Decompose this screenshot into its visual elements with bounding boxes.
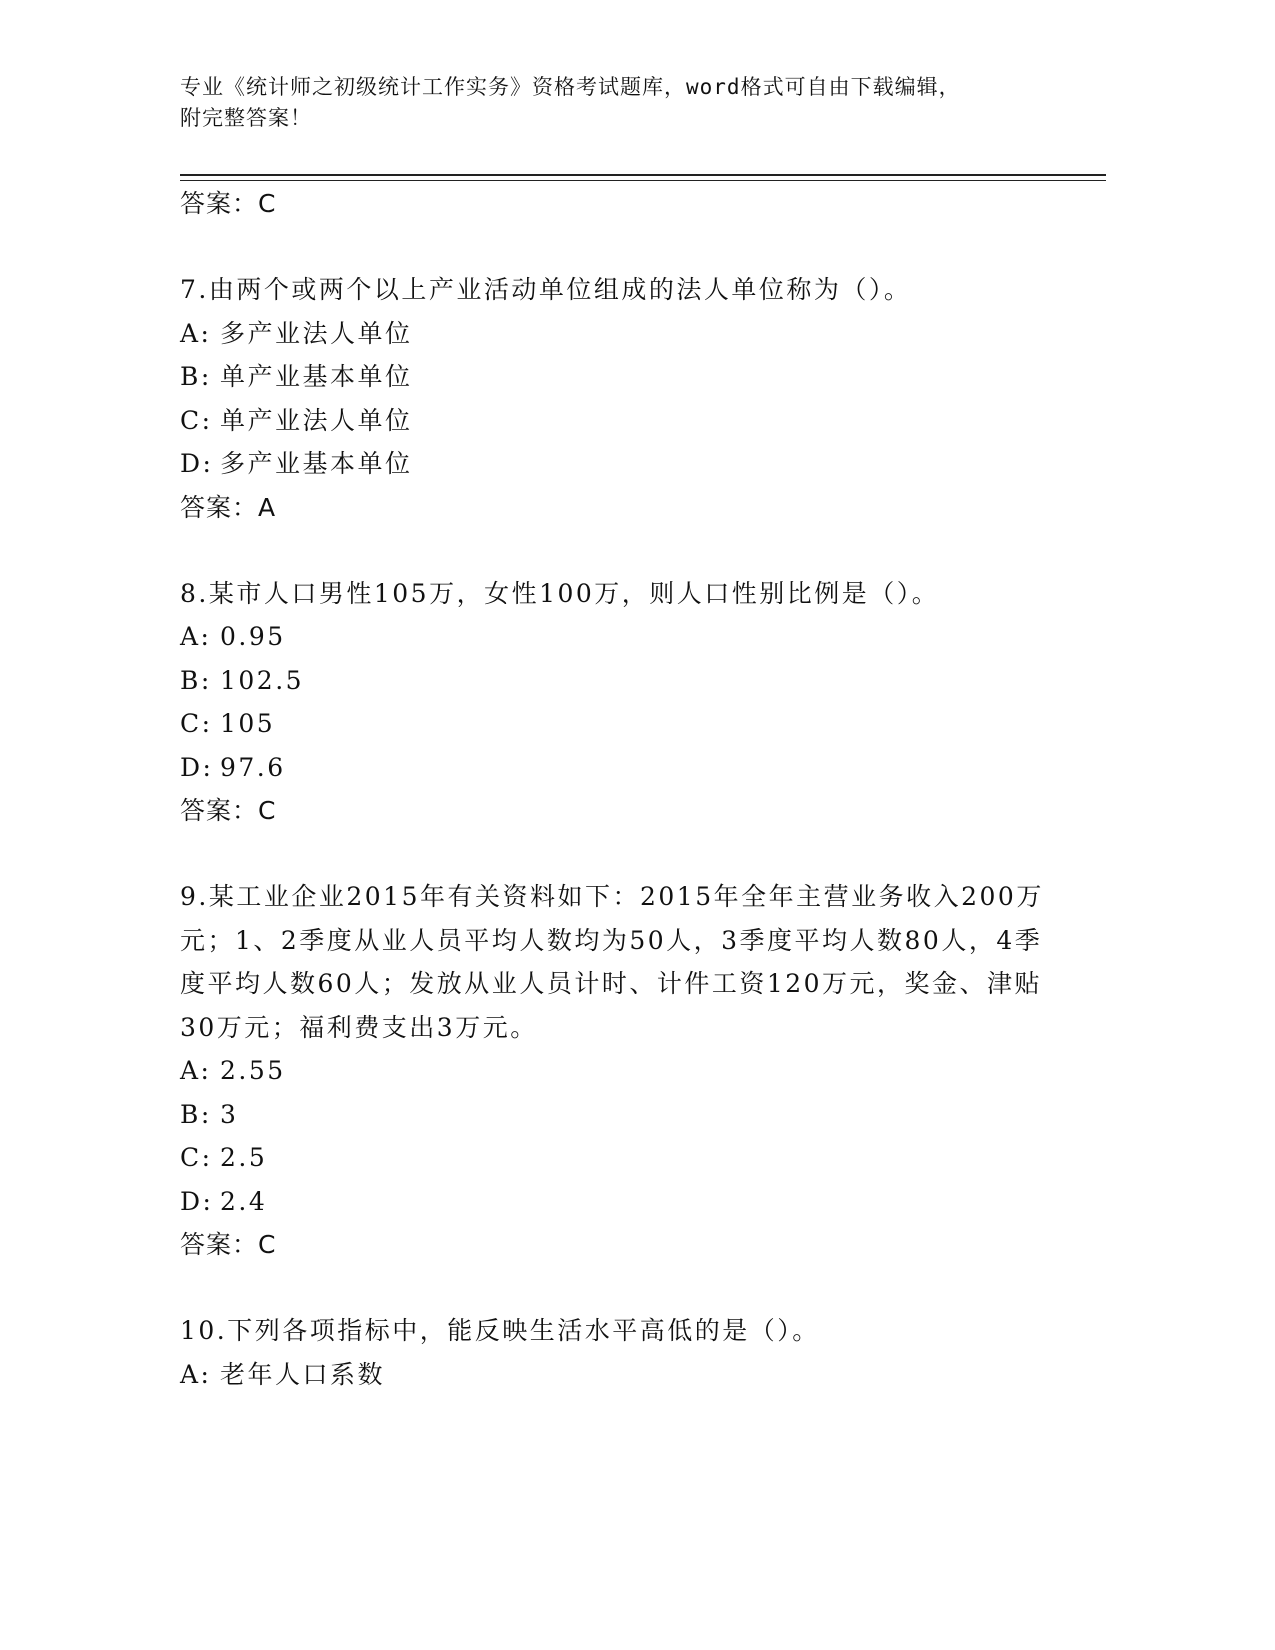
question-text: 8.某市人口男性105万，女性100万，则人口性别比例是（）。: [180, 578, 940, 608]
option-text: 105: [220, 709, 276, 738]
answer-value: C: [258, 189, 277, 218]
option-letter: D:: [180, 449, 214, 478]
option-letter: A:: [180, 318, 212, 348]
option-c: [180, 399, 1060, 443]
option-text: 多产业基本单位: [220, 449, 413, 478]
option-text: 2.55: [220, 1056, 286, 1085]
option-b: [180, 355, 1060, 399]
header-divider: [180, 174, 1106, 176]
option-text: 2.4: [220, 1186, 268, 1216]
option-b: [180, 1093, 1060, 1137]
option-letter: C:: [180, 1143, 213, 1172]
document-header: [180, 72, 1080, 134]
answer-line: [180, 486, 1060, 530]
answer-label: 答案：: [180, 492, 259, 522]
question-list: [180, 180, 1060, 1396]
answer-line: [180, 1223, 1060, 1267]
option-letter: B:: [180, 665, 212, 695]
option-letter: A:: [180, 1056, 212, 1085]
option-text: 102.5: [220, 665, 305, 695]
answer-label: 答案：: [180, 796, 259, 825]
option-letter: D:: [180, 752, 214, 782]
option-d: [180, 746, 1060, 790]
option-letter: C:: [180, 709, 213, 738]
option-letter: B:: [180, 1099, 212, 1129]
header-intro-line-1: 专业《统计师之初级统计工作实务》资格考试题库，word格式可自由下载编辑，: [180, 75, 961, 99]
option-text: 3: [220, 1099, 239, 1129]
answer-label: 答案：: [180, 189, 259, 218]
option-letter: A:: [180, 1359, 212, 1389]
question-text: 10.下列各项指标中，能反映生活水平高低的是（）。: [180, 1316, 820, 1345]
option-a: [180, 1049, 1060, 1093]
answer-value: C: [258, 1230, 277, 1259]
option-d: [180, 1180, 1060, 1224]
option-c: [180, 1136, 1060, 1180]
answer-value: A: [258, 492, 277, 522]
option-text: 97.6: [220, 752, 286, 782]
answer-value: C: [258, 796, 277, 825]
option-letter: A:: [180, 622, 212, 651]
answer-line: [180, 789, 1060, 833]
option-text: 单产业法人单位: [220, 405, 413, 435]
option-c: [180, 702, 1060, 746]
option-letter: C:: [180, 405, 213, 435]
option-d: [180, 442, 1060, 486]
answer-label: 答案：: [180, 1230, 259, 1259]
option-a: [180, 615, 1060, 659]
option-text: 老年人口系数: [220, 1359, 386, 1389]
option-text: 0.95: [220, 622, 286, 651]
option-a: [180, 312, 1060, 356]
option-text: 2.5: [220, 1143, 268, 1172]
option-text: 多产业法人单位: [220, 318, 413, 348]
question-text: 7.由两个或两个以上产业活动单位组成的法人单位称为（）。: [180, 275, 912, 304]
option-letter: B:: [180, 362, 212, 391]
option-a: [180, 1353, 1060, 1397]
option-b: [180, 659, 1060, 703]
option-letter: D:: [180, 1186, 214, 1216]
question-text: 9.某工业企业2015年有关资料如下：2015年全年主营业务收入200万元；1、2季度从业人员平均人数均为50人，3季度平均人数80人，4季度平均人数60人；发放从业人员计时、计件工资120万元，奖金、津贴30万元；福利费支出3万元。: [180, 882, 1044, 1042]
answer-line: [180, 182, 1060, 226]
option-text: 单产业基本单位: [220, 362, 413, 391]
header-intro-line-2: 附完整答案！: [180, 106, 312, 130]
